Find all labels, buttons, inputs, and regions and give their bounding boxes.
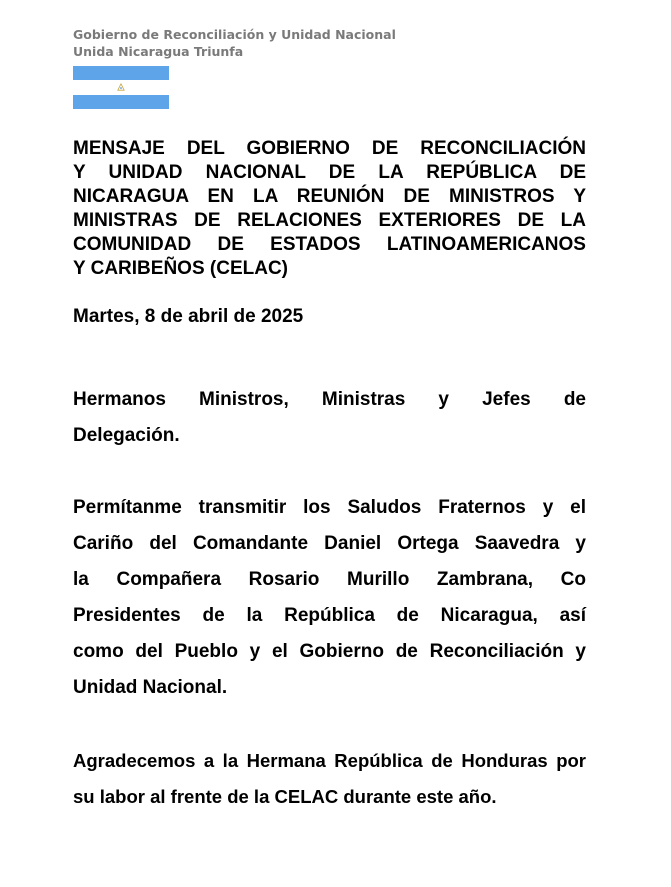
paragraph-line: como del Pueblo y el Gobierno de Reconciliación y <box>73 641 586 662</box>
flag-bottom-stripe <box>73 95 169 109</box>
gratitude-paragraph <box>73 743 586 815</box>
letterhead-slogan: Unida Nicaragua Triunfa <box>73 44 244 59</box>
letterhead-government-name: Gobierno de Reconciliación y Unidad Nacional <box>73 27 396 42</box>
title-line: Y CARIBEÑOS (CELAC) <box>73 258 288 279</box>
document-date: Martes, 8 de abril de 2025 <box>73 306 304 327</box>
title-line: MINISTRAS DE RELACIONES EXTERIORES DE LA <box>73 210 586 231</box>
document-title <box>73 137 586 281</box>
letterhead <box>73 26 396 60</box>
greeting-line: Delegación. <box>73 425 180 446</box>
greeting-line: Hermanos Ministros, Ministras y Jefes de <box>73 389 586 410</box>
title-line: NICARAGUA EN LA REUNIÓN DE MINISTROS Y <box>73 186 586 207</box>
paragraph-line: Permítanme transmitir los Saludos Fraternos y el <box>73 497 586 518</box>
paragraph-line: Presidentes de la República de Nicaragua, así <box>73 605 586 626</box>
flag-emblem-icon <box>117 83 125 91</box>
salutation-paragraph <box>73 490 586 706</box>
title-line: Y UNIDAD NACIONAL DE LA REPÚBLICA DE <box>73 162 586 183</box>
flag-top-stripe <box>73 66 169 80</box>
paragraph-line: la Compañera Rosario Murillo Zambrana, Co <box>73 569 586 590</box>
flag-middle-stripe <box>73 80 169 94</box>
paragraph-line: Agradecemos a la Hermana República de Honduras por <box>73 750 586 771</box>
paragraph-line: Unidad Nacional. <box>73 677 228 698</box>
paragraph-line: Cariño del Comandante Daniel Ortega Saavedra y <box>73 533 586 554</box>
title-line: COMUNIDAD DE ESTADOS LATINOAMERICANOS <box>73 234 586 255</box>
paragraph-line: su labor al frente de la CELAC durante este año. <box>73 786 497 807</box>
greeting-paragraph <box>73 382 586 454</box>
nicaragua-flag-icon <box>73 66 169 109</box>
title-line: MENSAJE DEL GOBIERNO DE RECONCILIACIÓN <box>73 138 586 159</box>
